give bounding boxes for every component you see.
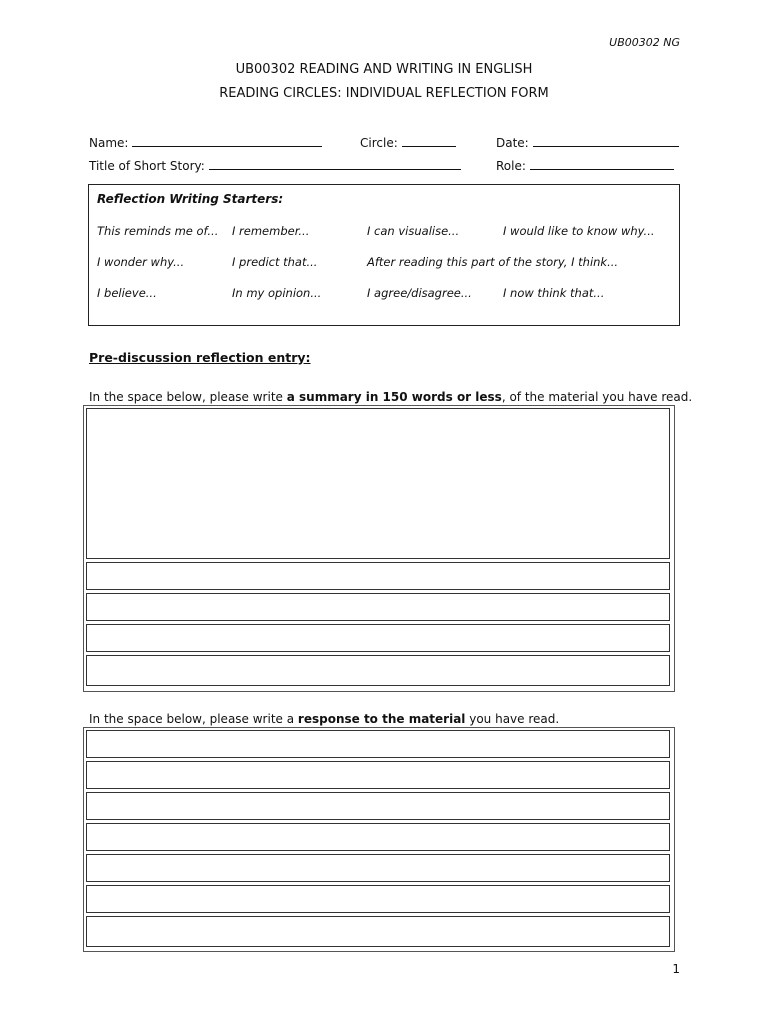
starter-phrase: I would like to know why... (503, 224, 655, 238)
role-line[interactable] (530, 157, 674, 170)
form-title: READING CIRCLES: INDIVIDUAL REFLECTION FORM (219, 86, 549, 101)
summary-line-box[interactable] (86, 655, 670, 686)
starter-phrase: After reading this part of the story, I think... (367, 255, 619, 269)
name-label: Name: (89, 136, 129, 150)
instruction-emphasis: a summary in 150 words or less (286, 390, 502, 404)
summary-large-box[interactable] (86, 408, 670, 559)
response-line-box[interactable] (86, 916, 670, 947)
response-line-box[interactable] (86, 854, 670, 882)
course-title: UB00302 READING AND WRITING IN ENGLISH (235, 62, 533, 77)
starter-phrase: I now think that... (503, 286, 605, 300)
response-line-box[interactable] (86, 885, 670, 913)
story-title-line[interactable] (209, 157, 461, 170)
date-line[interactable] (533, 134, 679, 147)
circle-field[interactable] (360, 134, 456, 150)
section-heading: Pre-discussion reflection entry: (89, 350, 311, 365)
summary-line-box[interactable] (86, 624, 670, 652)
summary-instruction (89, 390, 692, 404)
response-line-box[interactable] (86, 761, 670, 789)
instruction-text: , of the material you have read. (501, 390, 693, 404)
name-field[interactable] (89, 134, 322, 150)
role-field[interactable] (496, 157, 674, 173)
summary-line-box[interactable] (86, 562, 670, 590)
role-label: Role: (496, 159, 526, 173)
starter-phrase: In my opinion... (232, 286, 322, 300)
circle-line[interactable] (402, 134, 456, 147)
starter-phrase: I can visualise... (367, 224, 460, 238)
date-label: Date: (496, 136, 529, 150)
document-code: UB00302 NG (609, 36, 680, 49)
response-instruction (89, 712, 559, 726)
starter-phrase: I remember... (232, 224, 310, 238)
story-title-field[interactable] (89, 157, 461, 173)
starter-phrase: I believe... (97, 286, 157, 300)
name-line[interactable] (132, 134, 322, 147)
reflection-starters-box (88, 184, 680, 326)
summary-line-box[interactable] (86, 593, 670, 621)
response-line-box[interactable] (86, 823, 670, 851)
starter-phrase: I agree/disagree... (367, 286, 472, 300)
starter-phrase: I wonder why... (97, 255, 185, 269)
response-line-box[interactable] (86, 730, 670, 758)
story-title-label: Title of Short Story: (89, 159, 205, 173)
starter-phrase: I predict that... (232, 255, 318, 269)
starters-heading: Reflection Writing Starters: (97, 192, 284, 206)
circle-label: Circle: (360, 136, 398, 150)
instruction-emphasis: response to the material (297, 712, 466, 726)
instruction-text: you have read. (465, 712, 560, 726)
response-line-box[interactable] (86, 792, 670, 820)
date-field[interactable] (496, 134, 679, 150)
instruction-text: In the space below, please write (89, 390, 287, 404)
instruction-text: In the space below, please write a (89, 712, 298, 726)
starter-phrase: This reminds me of... (97, 224, 219, 238)
page-number: 1 (672, 962, 680, 976)
